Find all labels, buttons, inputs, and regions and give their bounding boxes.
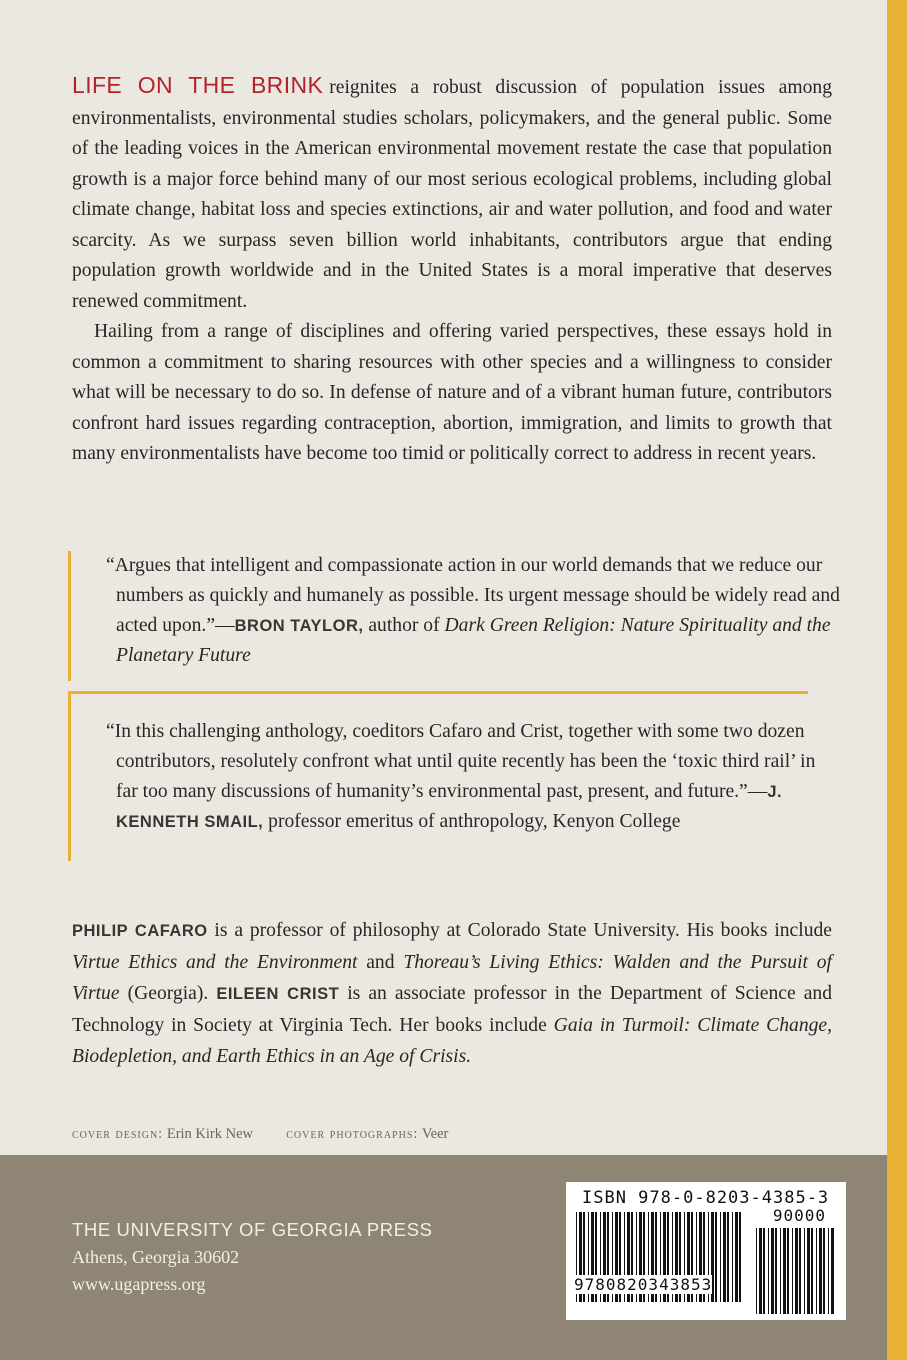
author-name-1: PHILIP CAFARO [72, 922, 208, 940]
endorsement-1-text: “Argues that intelligent and compassionate action in our world demands that we reduce our numbers as quickly and humanely as possible. Its urgent message should be widely read and acted upon.”— [106, 555, 840, 636]
endorsement-1-role: author of [363, 615, 445, 636]
bio-book-1: Virtue Ethics and the Environment [72, 952, 358, 973]
author-name-2: EILEEN CRIST [216, 985, 340, 1003]
bio-text-4: is an associate professor in the Department of Science and Technology in Society at Virginia Tech. Her books include [72, 983, 832, 1036]
photo-label: cover photographs: [286, 1126, 419, 1142]
publisher-name: THE UNIVERSITY OF GEORGIA PRESS [72, 1219, 433, 1240]
description [72, 70, 832, 470]
bio-book-2: Thoreau’s Living Ethics: Walden and the Pursuit of Virtue [72, 952, 832, 1004]
endorsement-1-work: Dark Green Religion: Nature Spirituality and the Planetary Future [116, 615, 831, 666]
endorsement-2-author: J. KENNETH SMAIL, [116, 783, 783, 831]
endorsement-1 [106, 551, 841, 671]
price-code: 90000 [772, 1206, 826, 1225]
quote-bar-2 [68, 691, 71, 861]
divider-rule [68, 691, 808, 694]
book-title: LIFE ON THE BRINK [72, 72, 324, 98]
isbn-barcode [566, 1182, 846, 1320]
barcode-bars [566, 1182, 846, 1320]
endorsement-2-text: “In this challenging anthology, coeditors Cafaro and Crist, together with some two dozen contributors, resolutely confront what until quite recently has been the ‘toxic third rail’ in far too many discussions of humanity’s environmental past, present, and future.”— [106, 721, 816, 802]
bio-text-2: and [357, 952, 404, 973]
author-bios [72, 915, 832, 1072]
endorsement-2-role: professor emeritus of anthropology, Kenyon College [263, 811, 681, 832]
cover-credits [72, 1126, 448, 1143]
ean-digits: 9780820343853 [574, 1275, 713, 1294]
publisher-footer [0, 1155, 887, 1360]
isbn-text: ISBN 978-0-8203-4385-3 [582, 1188, 830, 1208]
bio-text-3: (Georgia). [119, 983, 217, 1004]
endorsement-2 [106, 717, 841, 837]
photo-value: Veer [421, 1126, 449, 1142]
spine-strip [887, 0, 907, 1360]
design-label: cover design: [72, 1126, 164, 1142]
intro-paragraph-1-text: reignites a robust discussion of population issues among environmentalists, environmental studies scholars, policymakers, and the general public. Some of the leading voices in the American environmental movement restate the case that population growth is a major force behind many of our most serious ecological problems, including global climate change, habitat loss and species extinctions, air and water pollution, and food and water scarcity. As we surpass seven billion world inhabitants, contributors argue that ending population growth worldwide and in the United States is a moral imperative that deserves renewed commitment. [72, 77, 832, 312]
publisher-block [72, 1219, 433, 1295]
design-value: Erin Kirk New [166, 1126, 254, 1142]
endorsement-1-author: BRON TAYLOR, [234, 617, 364, 635]
bio-book-3: Gaia in Turmoil: Climate Change, Biodepletion, and Earth Ethics in an Age of Crisis. [72, 1015, 833, 1067]
publisher-url: www.ugapress.org [72, 1274, 206, 1294]
intro-paragraph-1 [72, 70, 832, 317]
intro-paragraph-2: Hailing from a range of disciplines and offering varied perspectives, these essays hold in common a commitment to sharing resources with other species and a willingness to consider what will be necessary to do so. In defense of nature and of a vibrant human future, contributors confront hard issues regarding contraception, abortion, immigration, and limits to growth that many environmentalists have become too timid or politically correct to address in recent years. [72, 321, 832, 464]
bio-text-1: is a professor of philosophy at Colorado State University. His books include [207, 920, 832, 941]
publisher-city: Athens, Georgia 30602 [72, 1247, 240, 1267]
quote-bar-1 [68, 551, 71, 681]
